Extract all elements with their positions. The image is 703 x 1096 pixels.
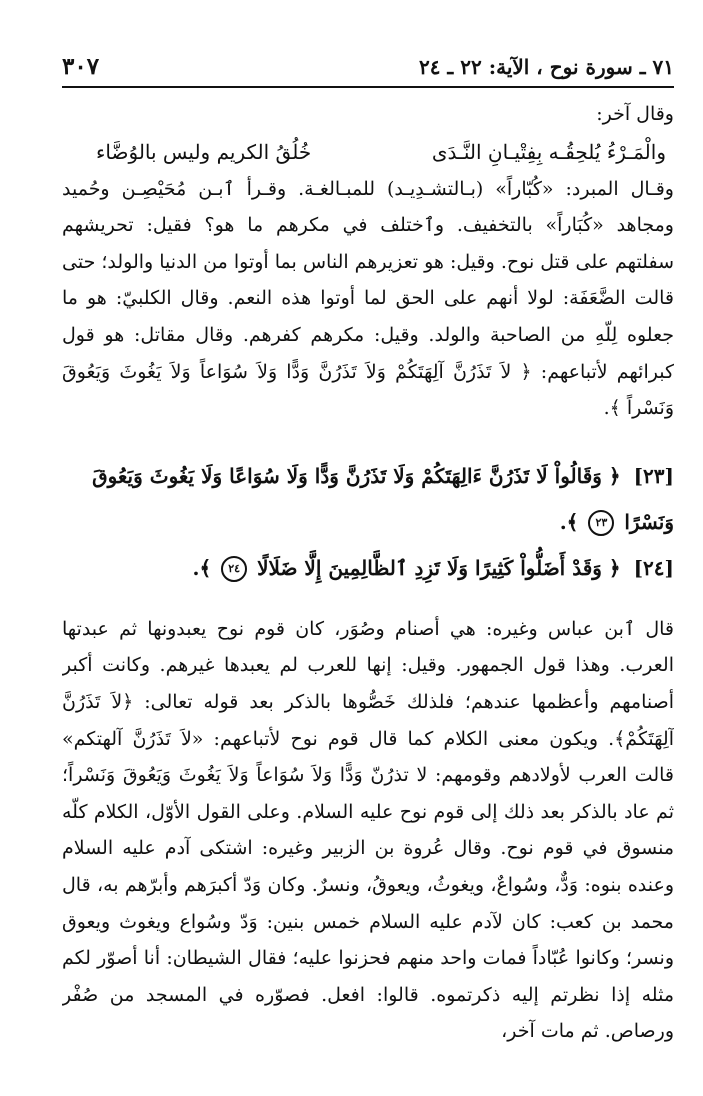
ayah-23	[62, 453, 674, 545]
header-rule	[62, 86, 674, 88]
commentary-paragraph-2: قال ٱبن عباس وغيره: هي أصنام وصُوَر، كان قوم نوح يعبدونها ثم عبدتها العرب. وهذا قول الجمهور. وقيل: إنها للعرب لم يعبدها غيرهم. وكانت أكبر أصنامهم وأعظمها عندهم؛ فلذلك خَصُّوها بالذكر بعد قوله تعالى: ﴿لاَ تَذَرُنَّ آلِهَتَكُمْ﴾. ويكون معنى الكلام كما قال قوم نوح لأتباعهم: «لاَ تَذَرُنَّ آلهتكم» قالت العرب لأولادهم وقومهم: لا تذرُنّ وَدًّا وَلاَ سُوَاعاً وَلاَ يَغُوثَ وَيَعُوقَ وَنَسْراً؛ ثم عاد بالذكر بعد ذلك إلى قوم نوح عليه السلام. وعلى القول الأوّل، الكلام كلّه منسوق في قوم نوح. وقال عُروة بن الزبير وغيره: اشتكى آدم عليه السلام وعنده بنوه: وَدٌّ، وسُواعٌ، ويغوثُ، ويعوقُ، ونسرٌ. وكان وَدّ أكبرَهم وأبرّهم به، قال محمد بن كعب: كان لآدم عليه السلام خمس بنين: وَدّ وسُواع ويغوث ويعوق ونسر؛ وكانوا عُبّاداً فمات واحد منهم فحزنوا عليه؛ فقال الشيطان: أنا أصوّر لكم مثله إذا نظرتم إليه ذكرتموه. قالوا: افعل. فصوّره في المسجد من صُفْر ورصاص. ثم مات آخر،	[62, 617, 674, 1043]
poem-hemistich-first: والْمَـرْءُ يُلحِقُـه بِفِتْيـانِ النَّـدَى	[431, 139, 666, 164]
ayah-number: [٢٤]	[633, 555, 674, 580]
ayah-close: ﴾.	[559, 509, 579, 534]
ayah-24	[62, 545, 674, 591]
ayah-close: ﴾.	[192, 555, 212, 580]
ayah-text: ﴿ وَقَدْ أَضَلُّواْ كَثِيرًا وَلَا تَزِدِ ٱلظَّالِمِينَ إِلَّا ضَلَالًا	[257, 555, 621, 580]
poem-hemistich-second: خُلُقُ الكريم وليس بالوُضَّاء	[96, 139, 312, 164]
intro-line: وقال آخر:	[596, 103, 674, 125]
ayah-end-marker-icon: ٢٤	[221, 556, 247, 582]
book-page	[62, 52, 674, 1082]
ayah-end-marker-icon: ٢٣	[588, 510, 614, 536]
commentary-paragraph-1: وقـال المبرد: «كُبّاراً» (بـالتشـدِيـد) للمبـالغـة. وقـرأ ٱبـن مُحَيْصِـن وحُميد ومجاهد «كُبَاراً» بالتخفيف. وٱختلف في مكرهم ما هو؟ فقيل: تحريشهم سفلتهم على قتل نوح. وقيل: هو تعزيرهم الناس بما أوتوا من الدنيا والولد؛ حتى قالت الضَّعَفَة: لولا أنهم على الحق لما أوتوا هذه النعم. وقال الكلبيّ: هو ما جعلوه لِلّهِ من الصاحبة والولد. وقيل: مكرهم كفرهم. وقال مقاتل: هو قول كبرائهم لأتباعهم: ﴿ لاَ تَذَرُنَّ آلِهَتَكُمْ وَلاَ تَذَرُنَّ وَدًّا وَلاَ سُوَاعاً وَلاَ يَغُوثَ وَيَعُوقَ وَنَسْراً ﴾.	[62, 177, 674, 420]
ayah-number: [٢٣]	[633, 463, 674, 488]
ayah-text: ﴿ وَقَالُواْ لَا تَذَرُنَّ ءَالِهَتَكُمْ وَلَا تَذَرُنَّ وَدًّا وَلَا سُوَاعًا وَلَا يَغُوثَ وَيَعُوقَ وَنَسْرًا	[92, 463, 674, 534]
running-header	[62, 52, 674, 82]
surah-reference: ٧١ ـ سورة نوح ، الآية: ٢٢ ـ ٢٤	[418, 55, 674, 79]
quran-verses	[62, 453, 674, 591]
page-number: ٣٠٧	[62, 53, 100, 80]
poem-verse	[62, 133, 674, 171]
